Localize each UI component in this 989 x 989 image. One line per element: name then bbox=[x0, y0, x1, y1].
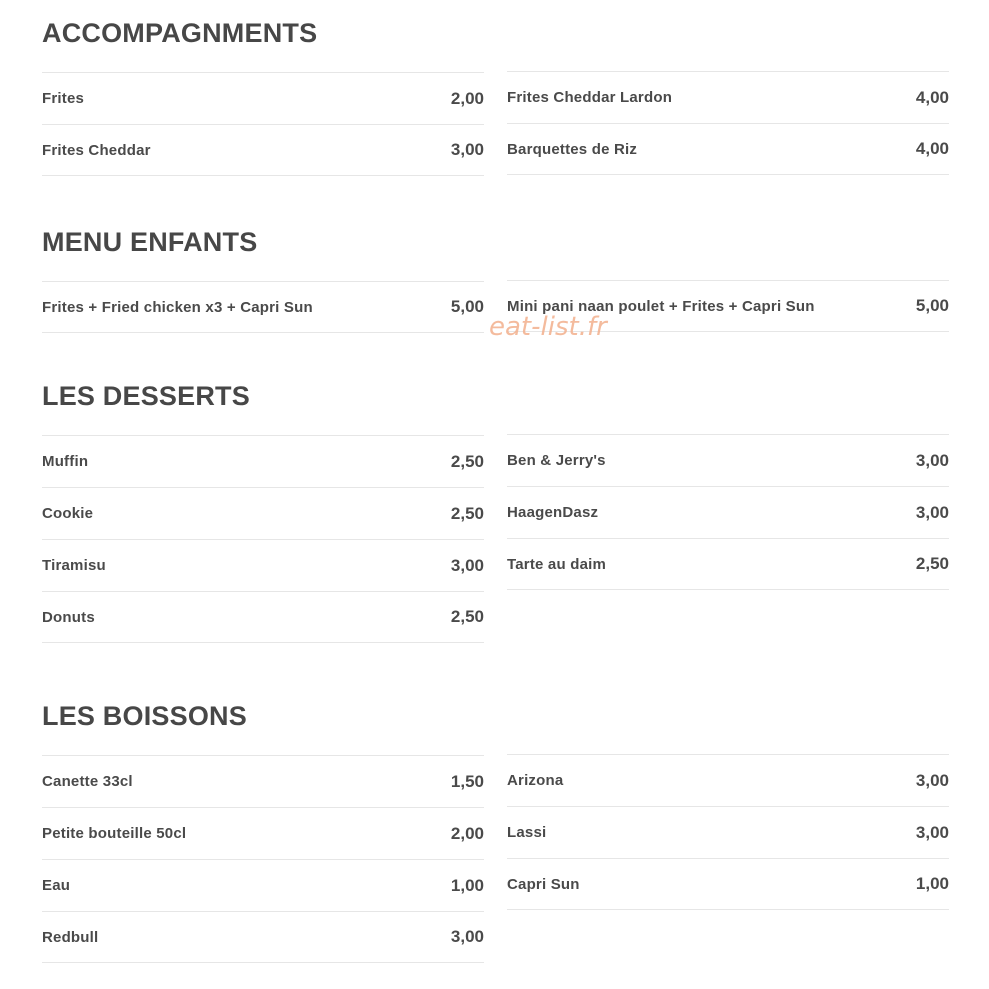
menu-item bbox=[507, 754, 949, 806]
menu-item bbox=[42, 859, 484, 911]
menu-column-right bbox=[507, 71, 949, 175]
item-name: Frites Cheddar Lardon bbox=[507, 89, 673, 106]
section-title: LES DESSERTS bbox=[42, 381, 250, 411]
item-name: Frites bbox=[42, 90, 85, 107]
menu-item bbox=[507, 71, 949, 123]
item-price: 2,00 bbox=[450, 88, 484, 108]
menu-column-left bbox=[42, 72, 484, 176]
item-price: 2,50 bbox=[450, 607, 484, 626]
item-name: Mini pani naan poulet + Frites + Capri Sun bbox=[507, 297, 815, 315]
item-name: Petite bouteille 50cl bbox=[42, 825, 187, 842]
watermark: eat-list.fr bbox=[489, 312, 607, 342]
section-title: ACCOMPAGNMENTS bbox=[42, 18, 318, 48]
item-price: 2,00 bbox=[450, 823, 484, 843]
item-price: 2,50 bbox=[450, 451, 484, 471]
menu-item bbox=[42, 591, 484, 643]
item-price: 3,00 bbox=[450, 140, 484, 159]
item-name: Arizona bbox=[507, 772, 564, 789]
item-price: 4,00 bbox=[915, 87, 949, 107]
item-name: Tiramisu bbox=[42, 557, 106, 574]
menu-column-right bbox=[507, 754, 949, 910]
section-title: LES BOISSONS bbox=[42, 701, 247, 731]
menu-item bbox=[42, 435, 484, 487]
item-name: Eau bbox=[42, 877, 71, 894]
menu-item bbox=[42, 72, 484, 124]
item-name: Donuts bbox=[42, 608, 95, 626]
menu-item bbox=[42, 807, 484, 859]
item-name: Tarte au daim bbox=[507, 555, 607, 573]
item-price: 3,00 bbox=[915, 450, 949, 470]
item-name: Canette 33cl bbox=[42, 773, 133, 790]
menu-column-left bbox=[42, 755, 484, 963]
item-name: Redbull bbox=[42, 928, 99, 946]
menu-column-right bbox=[507, 434, 949, 590]
item-price: 3,00 bbox=[915, 502, 949, 522]
item-price: 2,50 bbox=[915, 554, 949, 573]
item-price: 4,00 bbox=[915, 139, 949, 158]
item-name: Frites Cheddar bbox=[42, 141, 151, 159]
menu-item bbox=[507, 858, 949, 910]
menu-item bbox=[42, 539, 484, 591]
menu-item bbox=[42, 124, 484, 176]
item-name: Frites + Fried chicken x3 + Capri Sun bbox=[42, 298, 313, 316]
menu-item bbox=[42, 281, 484, 333]
menu-item bbox=[42, 911, 484, 963]
item-price: 1,00 bbox=[915, 874, 949, 893]
item-price: 2,50 bbox=[450, 503, 484, 523]
menu-item bbox=[507, 123, 949, 175]
menu-item bbox=[507, 434, 949, 486]
menu-item bbox=[42, 487, 484, 539]
menu-item bbox=[507, 806, 949, 858]
menu-item bbox=[507, 486, 949, 538]
item-price: 3,00 bbox=[450, 555, 484, 575]
item-price: 3,00 bbox=[450, 927, 484, 946]
item-name: Capri Sun bbox=[507, 875, 580, 893]
item-name: Ben & Jerry's bbox=[507, 452, 606, 469]
menu-column-left bbox=[42, 281, 484, 333]
section-title: MENU ENFANTS bbox=[42, 227, 258, 257]
item-name: Barquettes de Riz bbox=[507, 140, 638, 158]
menu-column-left bbox=[42, 435, 484, 643]
item-price: 5,00 bbox=[450, 297, 484, 316]
menu-item bbox=[42, 755, 484, 807]
item-name: Lassi bbox=[507, 824, 547, 841]
item-name: Cookie bbox=[42, 505, 94, 522]
item-price: 5,00 bbox=[915, 296, 949, 315]
item-price: 3,00 bbox=[915, 822, 949, 842]
item-price: 3,00 bbox=[915, 770, 949, 790]
item-price: 1,50 bbox=[450, 771, 484, 791]
item-name: HaagenDasz bbox=[507, 504, 599, 521]
menu-item bbox=[507, 538, 949, 590]
item-price: 1,00 bbox=[450, 875, 484, 895]
item-name: Muffin bbox=[42, 453, 89, 470]
